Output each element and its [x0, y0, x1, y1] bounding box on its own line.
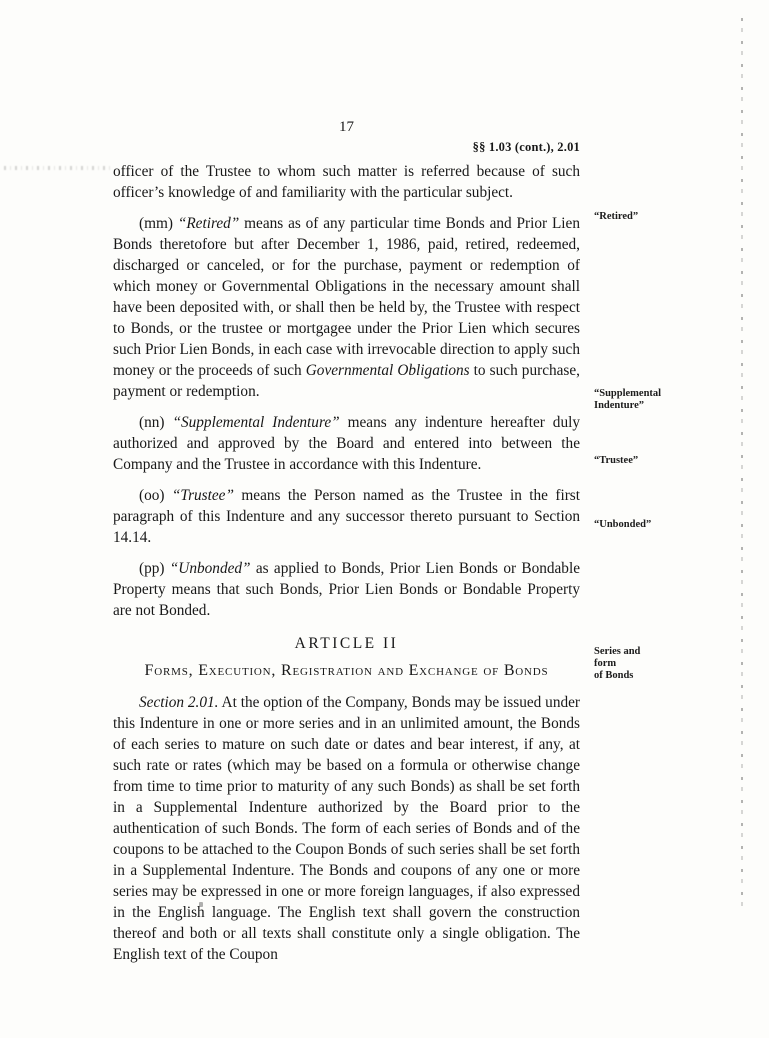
margin-note-line: Series and [594, 646, 641, 657]
margin-note [594, 646, 684, 682]
section-reference: §§ 1.03 (cont.), 2.01 [472, 140, 580, 154]
margin-note [594, 455, 684, 467]
paragraph-text: officer of the Trustee to whom such matter is referred because of such officer’s knowledge of and familiarity with the particular subject. [113, 163, 580, 201]
definitions-paragraphs [113, 161, 580, 621]
margin-note-line: form [594, 658, 617, 669]
paragraph-text: (oo) [139, 487, 172, 504]
paragraph-text: means the Person named as the Trustee in the first paragraph of this Indenture and any successor thereto pursuant to Section 14.14. [113, 487, 580, 546]
defined-term: “Trustee” [171, 487, 234, 504]
scan-artifact-left-smudge [4, 166, 110, 170]
margin-note [594, 519, 684, 531]
section-paragraphs [113, 692, 580, 965]
text-block [113, 118, 580, 965]
paragraph-text: At the option of the Company, Bonds may be issued under this Indenture in one or more series and in an unlimited amount, the Bonds of each series to mature on such date or dates and bear interest, if any, at such rate or rates (which may be based on a formula or otherwise change from time to time prior to maturity of any such Bonds) as shall be set forth in a Supplemental Indenture authorized by the Board prior to the authentication of such Bonds. The form of each series of Bonds and of the coupons to be attached to the Coupon Bonds of such series shall be set forth in a Supplemental Indenture. The Bonds and coupons of any one or more series may be expressed in one or more foreign languages, if also expressed in the English language. The English text shall govern the construction thereof and both or all texts shall constitute only a single obligation. The English text of the Coupon [113, 694, 580, 963]
paragraph-text: means any indenture hereafter duly authorized and approved by the Board and entered into between the Company and the Trustee in accordance with this Indenture. [113, 414, 580, 473]
margin-note-line: “Supplemental [594, 388, 662, 399]
article-subheading: Forms, Execution, Registration and Exchange of Bonds [144, 662, 549, 679]
body-paragraph [113, 412, 580, 475]
margin-note [594, 388, 684, 412]
paragraph-text: to such purchase, payment or redemption. [113, 362, 580, 400]
paragraph-text: as applied to Bonds, Prior Lien Bonds or Bondable Property means that such Bonds, Prior Lien Bonds or Bondable Property are not Bonded. [113, 560, 580, 619]
scan-artifact-right-edge [741, 18, 743, 908]
margin-note-line: “Trustee” [594, 455, 639, 466]
defined-term: Governmental Obligations [305, 362, 470, 379]
paragraph-text: (nn) [139, 414, 173, 431]
defined-term: “Supplemental Indenture” [172, 414, 340, 431]
defined-term: “Retired” [177, 215, 240, 232]
body-paragraph [113, 161, 580, 203]
body-paragraph [113, 213, 580, 402]
body-paragraph [113, 485, 580, 548]
margin-note-line: “Unbonded” [594, 519, 652, 530]
margin-note [594, 211, 684, 223]
paragraph-text: (mm) [139, 215, 178, 232]
article-heading: ARTICLE II [294, 635, 399, 652]
margin-note-line: of Bonds [594, 670, 634, 681]
paragraph-text: means as of any particular time Bonds and Prior Lien Bonds theretofore but after December 1, 1986, paid, retired, redeemed, discharged or canceled, or for the purchase, payment or redemption of which money or Governmental Obligations in the necessary amount shall have been deposited with, or shall then be held by, the Trustee with respect to Bonds, or the trustee or mortgagee under the Prior Lien which secures such Prior Lien Bonds, in each case with irrevocable direction to apply such money or the proceeds of such [113, 215, 580, 379]
defined-term: “Unbonded” [169, 560, 251, 577]
page-number: 17 [339, 119, 354, 135]
paragraph-text: (pp) [139, 560, 170, 577]
body-paragraph [113, 558, 580, 621]
defined-term: Section 2.01. [139, 694, 219, 711]
margin-note-line: “Retired” [594, 211, 639, 222]
margin-note-line: Indenture” [594, 400, 644, 411]
body-paragraph [113, 692, 580, 965]
